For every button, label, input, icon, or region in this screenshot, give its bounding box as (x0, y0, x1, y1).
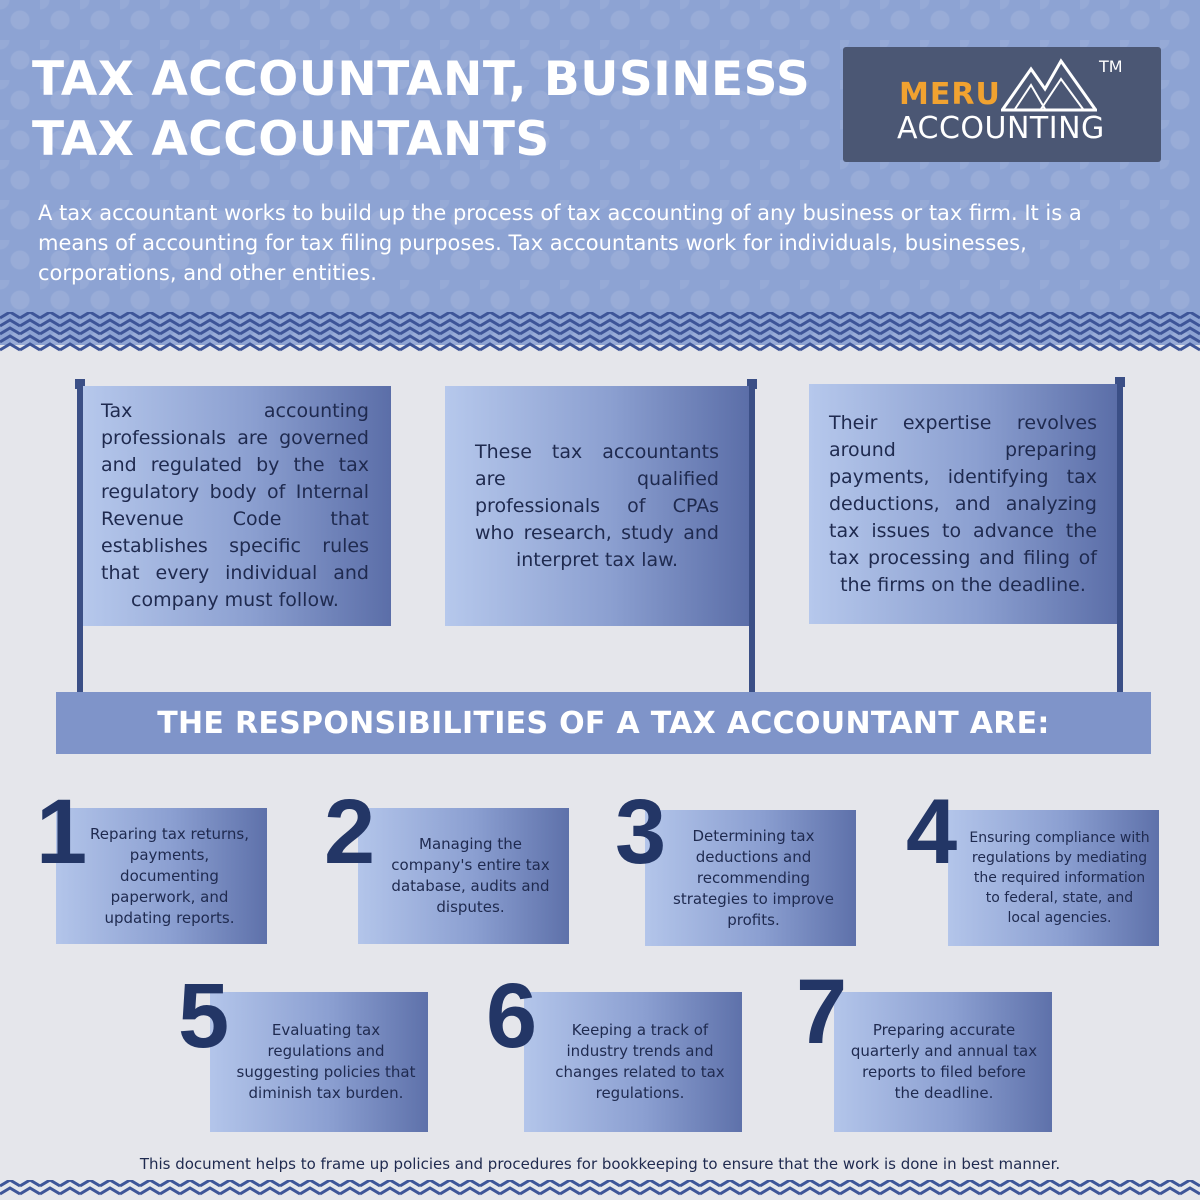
responsibility-number-5: 5 (178, 965, 230, 1067)
info-flag-3 (809, 384, 1117, 624)
responsibility-card-1 (56, 808, 267, 944)
title-line-2: TAX ACCOUNTANTS (32, 112, 550, 167)
info-flag-text: Tax accounting professionals are governed and regulated by the tax regulatory body of Internal Revenue Code that establishes specific rules that every individual and company must follow. (101, 400, 369, 611)
responsibility-text: Reparing tax returns, payments, documenting paperwork, and updating reports. (90, 824, 249, 927)
trademark-mark: TM (1099, 57, 1123, 76)
page-title (32, 50, 810, 170)
responsibility-card-5 (210, 992, 428, 1132)
responsibility-card-2 (358, 808, 569, 944)
responsibility-number-1: 1 (36, 781, 88, 883)
responsibility-number-7: 7 (796, 961, 848, 1063)
footer-note: This document helps to frame up policies and procedures for bookkeeping to ensure that the work is done in best manner. (139, 1155, 1061, 1173)
info-flag-1 (83, 386, 391, 626)
responsibility-card-3 (645, 810, 856, 946)
info-flag-text: Their expertise revolves around preparing payments, identifying tax deductions, and analyzing tax issues to advance the tax processing and filing of the firms on the deadline. (829, 411, 1097, 596)
intro-paragraph: A tax accountant works to build up the process of tax accounting of any business or tax firm. It is a means of accounting for tax filing purposes. Tax accountants work for individuals, businesses, corporations, and other entities. (38, 201, 1082, 285)
responsibility-text: Preparing accurate quarterly and annual tax reports to filed before the deadline. (850, 1021, 1038, 1102)
header-section (0, 0, 1200, 345)
responsibility-card-6 (524, 992, 742, 1132)
responsibility-number-4: 4 (906, 781, 958, 883)
zigzag-divider-top (0, 312, 1200, 356)
responsibility-text: Managing the company's entire tax database, audits and disputes. (391, 835, 550, 916)
responsibility-text: Evaluating tax regulations and suggesting policies that diminish tax burden. (236, 1021, 416, 1102)
responsibilities-heading: THE RESPONSIBILITIES OF A TAX ACCOUNTANT ARE: (56, 692, 1151, 754)
responsibility-card-7 (834, 992, 1052, 1132)
responsibility-text: Keeping a track of industry trends and changes related to tax regulations. (555, 1021, 725, 1102)
mountain-icon (1001, 57, 1097, 113)
logo-name: ACCOUNTING (897, 111, 1105, 146)
company-logo (843, 47, 1161, 162)
info-flag-text: These tax accountants are qualified professionals of CPAs who research, study and interpret tax law. (475, 440, 719, 571)
title-line-1: TAX ACCOUNTANT, BUSINESS (32, 52, 811, 107)
flag-pole-3 (1117, 381, 1123, 693)
flag-pole-2 (749, 383, 755, 693)
zigzag-divider-bottom (0, 1180, 1200, 1200)
responsibility-text: Determining tax deductions and recommending strategies to improve profits. (673, 826, 834, 929)
responsibility-number-2: 2 (324, 781, 376, 883)
responsibility-number-3: 3 (615, 781, 667, 883)
responsibility-card-4 (948, 810, 1159, 946)
logo-brand: MERU (899, 77, 1001, 112)
responsibility-number-6: 6 (486, 965, 538, 1067)
info-flag-2 (445, 386, 749, 626)
responsibility-text: Ensuring compliance with regulations by mediating the required information to federal, state, and local agencies. (969, 830, 1150, 926)
